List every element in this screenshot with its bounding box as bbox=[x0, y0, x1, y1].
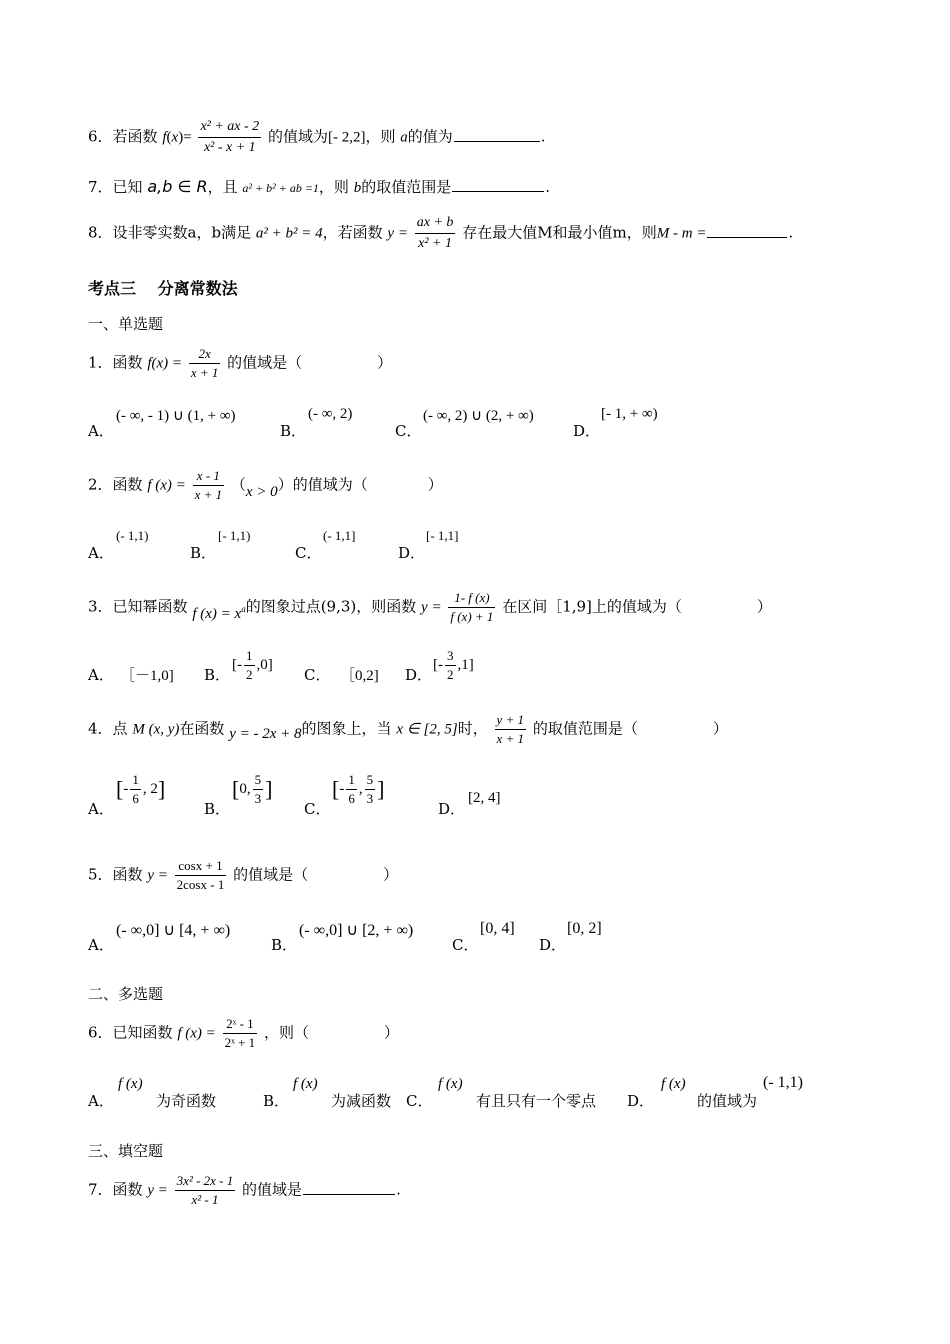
subsection-fill-in: 三、填空题 bbox=[88, 1142, 164, 1160]
section-title: 考点三 分离常数法 bbox=[88, 279, 238, 298]
question-7-fill: 7．已知 a,b ∈ R，且 a² + b² + ab =1，则 b的取值范围是 . bbox=[88, 177, 551, 196]
subsection-single-choice: 一、单选题 bbox=[88, 315, 164, 333]
answer-blank[interactable] bbox=[303, 1193, 395, 1195]
subsection-multiple-choice: 二、多选题 bbox=[88, 985, 164, 1003]
fraction: $\frac{1- f (x)}{f (x) + 1}$ bbox=[450, 590, 494, 624]
problem-6: 6．已知函数 f (x) = $\frac{\text{2ˣ - 1}}{\text{2ˣ + 1}}$ ，则（ ） bbox=[88, 1016, 399, 1050]
question-6-fill: 6．若函数 f(x)= $\frac{\text{x² + ax - 2}}{\text{x² - x + 1}}$ 的值域为[- 2,2]，则 a的值为 . bbox=[88, 119, 546, 155]
problem-4: 4．点 M (x, y)在函数 y = - 2x + 8的图象上，当 x ∈ [2, 5]时， $\frac{y + 1}{x + 1}$ 的取值范围是（ ） bbox=[88, 712, 728, 746]
fraction: $\frac{\text{3x² - 2x - 1}}{\text{x² - 1}}$ bbox=[176, 1173, 234, 1207]
problem-2: 2．函数 f (x) = $\frac{x - 1}{x + 1}$ （x > 0）的值域为（ ） bbox=[88, 468, 443, 502]
problem-3: 3．已知幂函数 f $(x) = x^a$的图象过点(9,3)，则函数 y = $\frac{1- f (x)}{f (x) + 1}$ 在区间［1,9]上的值域为（ ） bbox=[88, 590, 772, 624]
answer-blank[interactable] bbox=[454, 140, 540, 142]
fraction: $\frac{ax + b}{\text{x² + 1}}$ bbox=[416, 215, 454, 251]
answer-blank[interactable] bbox=[707, 236, 787, 238]
fraction: $\frac{\cos x + 1}{2\cos x - 1}$ bbox=[176, 858, 225, 892]
question-8-fill: 8．设非零实数a，b满足 a² + b² = 4，若函数 y = $\frac{ax + b}{\text{x² + 1}}$ 存在最大值M和最小值m，则M - m = . bbox=[88, 215, 794, 251]
fraction: $\frac{y + 1}{x + 1}$ bbox=[496, 712, 525, 746]
fraction: $\frac{\text{x² + ax - 2}}{\text{x² - x + 1}}$ bbox=[200, 119, 260, 155]
fraction: $\frac{\text{2ˣ - 1}}{\text{2ˣ + 1}}$ bbox=[224, 1016, 256, 1050]
answer-blank[interactable] bbox=[452, 190, 544, 192]
fraction: $\frac{x - 1}{x + 1}$ bbox=[194, 468, 223, 502]
problem-5: 5．函数 y = $\frac{\cos x + 1}{2\cos x - 1}$ 的值域是（ ） bbox=[88, 858, 399, 892]
fraction: $\frac{2x}{x + 1}$ bbox=[190, 346, 219, 380]
problem-1: 1．函数 f(x) = $\frac{2x}{x + 1}$ 的值域是（ ） bbox=[88, 346, 393, 380]
problem-7: 7．函数 y = $\frac{\text{3x² - 2x - 1}}{\text{x² - 1}}$ 的值域是 . bbox=[88, 1173, 401, 1207]
